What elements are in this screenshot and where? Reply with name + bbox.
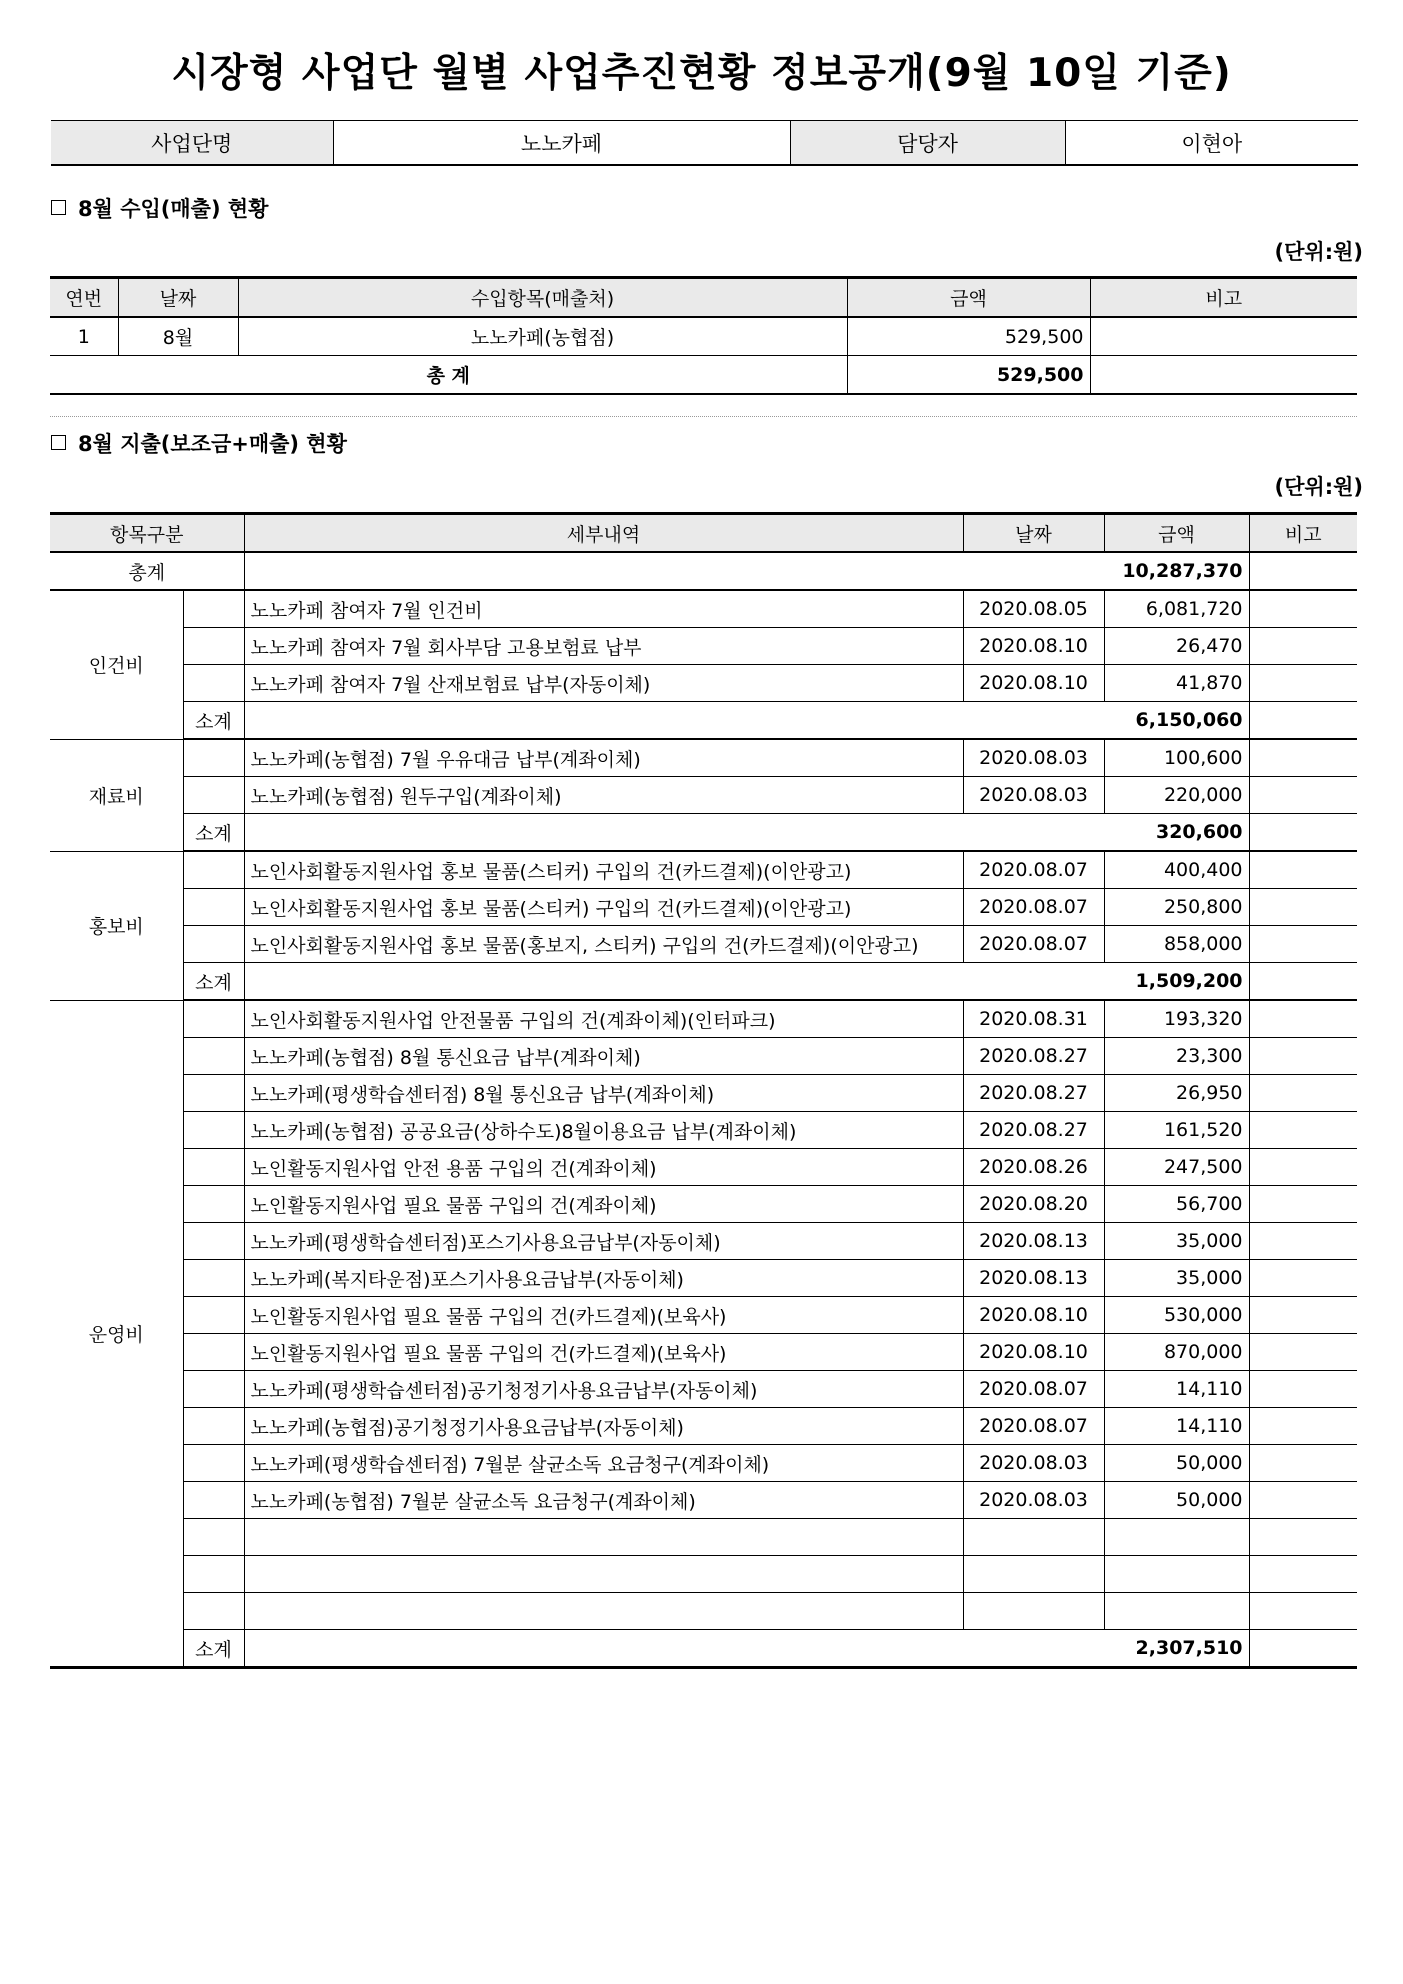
blank-cell	[183, 1000, 244, 1038]
row-detail	[244, 1556, 963, 1593]
income-unit: (단위:원)	[1274, 240, 1363, 264]
row-detail: 노노카페(농협점) 공공요금(상하수도)8월이용요금 납부(계좌이체)	[244, 1112, 963, 1149]
row-date: 2020.08.07	[963, 851, 1104, 889]
row-date: 2020.08.27	[963, 1075, 1104, 1112]
row-amount: 14,110	[1104, 1371, 1249, 1408]
category-label: 운영비	[50, 1000, 183, 1668]
blank-cell	[183, 1186, 244, 1223]
row-detail: 노노카페(평생학습센터점)포스기사용요금납부(자동이체)	[244, 1223, 963, 1260]
row-detail: 노노카페(평생학습센터점) 7월분 살균소독 요금청구(계좌이체)	[244, 1445, 963, 1482]
grand-total-row	[50, 552, 1357, 590]
blank-cell	[183, 1371, 244, 1408]
table-row	[50, 1000, 1357, 1038]
subtotal-label: 소계	[183, 702, 244, 740]
blank-cell	[183, 889, 244, 926]
subtotal-amount: 1,509,200	[244, 963, 1249, 1001]
subtotal-row	[50, 702, 1357, 740]
expense-unit: (단위:원)	[1274, 475, 1363, 499]
row-amount: 35,000	[1104, 1223, 1249, 1260]
column-header: 세부내역	[244, 514, 963, 553]
row-detail: 노노카페(농협점) 8월 통신요금 납부(계좌이체)	[244, 1038, 963, 1075]
table-row	[50, 1593, 1357, 1630]
subtotal-row	[50, 814, 1357, 852]
blank-cell	[183, 777, 244, 814]
table-row	[50, 1556, 1357, 1593]
blank-cell	[183, 665, 244, 702]
subtotal-note	[1249, 1630, 1357, 1668]
column-header: 수입항목(매출처)	[238, 278, 847, 318]
row-detail	[244, 1593, 963, 1630]
blank-cell	[183, 1482, 244, 1519]
row-number: 1	[50, 317, 118, 356]
row-note	[1249, 1149, 1357, 1186]
blank-cell	[183, 1445, 244, 1482]
table-row	[50, 1519, 1357, 1556]
blank-cell	[183, 1593, 244, 1630]
row-note	[1249, 1556, 1357, 1593]
grand-total-note	[1249, 552, 1357, 590]
row-amount: 23,300	[1104, 1038, 1249, 1075]
row-amount: 50,000	[1104, 1482, 1249, 1519]
subtotal-note	[1249, 814, 1357, 852]
row-date: 2020.08.07	[963, 1408, 1104, 1445]
subtotal-note	[1249, 702, 1357, 740]
row-note	[1249, 590, 1357, 628]
blank-cell	[183, 1408, 244, 1445]
table-row	[50, 1112, 1357, 1149]
row-note	[1249, 889, 1357, 926]
subtotal-label: 소계	[183, 1630, 244, 1668]
table-row	[50, 1075, 1357, 1112]
row-detail: 노노카페(농협점) 7월 우유대금 납부(계좌이체)	[244, 739, 963, 777]
row-date: 2020.08.07	[963, 1371, 1104, 1408]
row-detail: 노노카페 참여자 7월 인건비	[244, 590, 963, 628]
header-row	[50, 514, 1357, 553]
blank-cell	[183, 1038, 244, 1075]
row-date	[963, 1519, 1104, 1556]
blank-cell	[183, 1260, 244, 1297]
row-note	[1249, 1075, 1357, 1112]
category-label: 재료비	[50, 739, 183, 851]
row-amount: 220,000	[1104, 777, 1249, 814]
row-detail: 노인사회활동지원사업 안전물품 구입의 건(계좌이체)(인터파크)	[244, 1000, 963, 1038]
subtotal-amount: 2,307,510	[244, 1630, 1249, 1668]
table-row	[50, 1482, 1357, 1519]
row-note	[1249, 628, 1357, 665]
blank-cell	[183, 739, 244, 777]
team-label: 사업단명	[51, 121, 333, 166]
column-header: 연번	[50, 278, 118, 318]
row-date: 2020.08.10	[963, 1297, 1104, 1334]
row-detail: 노노카페(농협점) 원두구입(계좌이체)	[244, 777, 963, 814]
divider	[50, 416, 1357, 417]
row-date: 2020.08.31	[963, 1000, 1104, 1038]
table-row	[50, 628, 1357, 665]
table-row	[50, 590, 1357, 628]
blank-cell	[183, 1297, 244, 1334]
row-date: 2020.08.05	[963, 590, 1104, 628]
row-detail: 노노카페(평생학습센터점) 8월 통신요금 납부(계좌이체)	[244, 1075, 963, 1112]
row-detail: 노노카페 참여자 7월 회사부담 고용보험료 납부	[244, 628, 963, 665]
row-amount: 56,700	[1104, 1186, 1249, 1223]
income-total-note	[1090, 356, 1357, 395]
row-date: 8월	[118, 317, 238, 356]
table-row	[50, 317, 1357, 356]
row-note	[1090, 317, 1357, 356]
row-note	[1249, 1038, 1357, 1075]
row-date: 2020.08.20	[963, 1186, 1104, 1223]
row-amount: 529,500	[847, 317, 1090, 356]
blank-cell	[183, 1075, 244, 1112]
blank-cell	[183, 1112, 244, 1149]
blank-cell	[183, 1149, 244, 1186]
manager-name: 이현아	[1065, 121, 1358, 166]
row-detail: 노인활동지원사업 필요 물품 구입의 건(카드결제)(보육사)	[244, 1334, 963, 1371]
column-header: 비고	[1249, 514, 1357, 553]
row-detail: 노인활동지원사업 안전 용품 구입의 건(계좌이체)	[244, 1149, 963, 1186]
row-date: 2020.08.07	[963, 926, 1104, 963]
row-date: 2020.08.10	[963, 628, 1104, 665]
row-date: 2020.08.07	[963, 889, 1104, 926]
row-amount: 247,500	[1104, 1149, 1249, 1186]
table-row	[50, 926, 1357, 963]
grand-total-label: 총계	[50, 552, 244, 590]
row-amount	[1104, 1556, 1249, 1593]
row-note	[1249, 1445, 1357, 1482]
row-detail: 노인사회활동지원사업 홍보 물품(스티커) 구입의 건(카드결제)(이안광고)	[244, 889, 963, 926]
row-note	[1249, 1482, 1357, 1519]
row-detail: 노노카페 참여자 7월 산재보험료 납부(자동이체)	[244, 665, 963, 702]
table-row	[50, 1149, 1357, 1186]
row-amount: 35,000	[1104, 1260, 1249, 1297]
table-row	[50, 1186, 1357, 1223]
table-row	[50, 1038, 1357, 1075]
blank-cell	[183, 1556, 244, 1593]
row-amount: 400,400	[1104, 851, 1249, 889]
row-note	[1249, 739, 1357, 777]
row-note	[1249, 1112, 1357, 1149]
blank-cell	[183, 1223, 244, 1260]
income-section-title: 8월 수입(매출) 현황	[51, 193, 268, 223]
blank-cell	[183, 851, 244, 889]
row-date: 2020.08.13	[963, 1260, 1104, 1297]
blank-cell	[183, 1334, 244, 1371]
row-date: 2020.08.03	[963, 777, 1104, 814]
row-note	[1249, 1519, 1357, 1556]
blank-cell	[183, 1519, 244, 1556]
row-detail	[244, 1519, 963, 1556]
row-amount: 100,600	[1104, 739, 1249, 777]
subtotal-row	[50, 963, 1357, 1001]
row-note	[1249, 1260, 1357, 1297]
grand-total-amount: 10,287,370	[244, 552, 1249, 590]
row-date	[963, 1593, 1104, 1630]
subtotal-label: 소계	[183, 814, 244, 852]
subtotal-row	[50, 1630, 1357, 1668]
table-row	[50, 665, 1357, 702]
column-header: 날짜	[963, 514, 1104, 553]
row-detail: 노노카페(복지타운점)포스기사용요금납부(자동이체)	[244, 1260, 963, 1297]
row-note	[1249, 1371, 1357, 1408]
row-note	[1249, 1408, 1357, 1445]
row-detail: 노노카페(농협점)공기청정기사용요금납부(자동이체)	[244, 1408, 963, 1445]
row-note	[1249, 1000, 1357, 1038]
table-row	[50, 1223, 1357, 1260]
checkbox-square-icon	[51, 200, 66, 215]
row-item: 노노카페(농협점)	[238, 317, 847, 356]
row-amount: 6,081,720	[1104, 590, 1249, 628]
row-detail: 노인활동지원사업 필요 물품 구입의 건(계좌이체)	[244, 1186, 963, 1223]
subtotal-note	[1249, 963, 1357, 1001]
row-date: 2020.08.13	[963, 1223, 1104, 1260]
category-label: 인건비	[50, 590, 183, 739]
row-date: 2020.08.03	[963, 1482, 1104, 1519]
row-date	[963, 1556, 1104, 1593]
row-note	[1249, 665, 1357, 702]
table-row	[50, 739, 1357, 777]
column-header: 비고	[1090, 278, 1357, 318]
row-amount: 14,110	[1104, 1408, 1249, 1445]
table-row	[50, 851, 1357, 889]
row-note	[1249, 1334, 1357, 1371]
table-row	[50, 777, 1357, 814]
table-row	[50, 1260, 1357, 1297]
income-table	[50, 276, 1357, 395]
row-amount: 26,470	[1104, 628, 1249, 665]
blank-cell	[183, 590, 244, 628]
table-row	[50, 889, 1357, 926]
row-note	[1249, 1186, 1357, 1223]
row-note	[1249, 851, 1357, 889]
income-total-amount: 529,500	[847, 356, 1090, 395]
row-amount: 870,000	[1104, 1334, 1249, 1371]
income-total-label: 총 계	[50, 356, 847, 395]
row-date: 2020.08.27	[963, 1112, 1104, 1149]
row-date: 2020.08.26	[963, 1149, 1104, 1186]
subtotal-amount: 320,600	[244, 814, 1249, 852]
row-amount: 193,320	[1104, 1000, 1249, 1038]
table-row	[50, 1408, 1357, 1445]
subtotal-amount: 6,150,060	[244, 702, 1249, 740]
column-header: 금액	[847, 278, 1090, 318]
column-header: 날짜	[118, 278, 238, 318]
row-detail: 노인활동지원사업 필요 물품 구입의 건(카드결제)(보육사)	[244, 1297, 963, 1334]
table-row	[50, 1297, 1357, 1334]
row-amount	[1104, 1593, 1249, 1630]
row-amount: 26,950	[1104, 1075, 1249, 1112]
row-detail: 노노카페(평생학습센터점)공기청정기사용요금납부(자동이체)	[244, 1371, 963, 1408]
row-amount: 50,000	[1104, 1445, 1249, 1482]
column-header: 항목구분	[50, 514, 244, 553]
table-row	[50, 1445, 1357, 1482]
row-amount: 41,870	[1104, 665, 1249, 702]
expense-table	[50, 512, 1357, 1669]
blank-cell	[183, 628, 244, 665]
subtotal-label: 소계	[183, 963, 244, 1001]
row-detail: 노노카페(농협점) 7월분 살균소독 요금청구(계좌이체)	[244, 1482, 963, 1519]
row-date: 2020.08.10	[963, 1334, 1104, 1371]
team-name: 노노카페	[333, 121, 790, 166]
row-note	[1249, 777, 1357, 814]
row-note	[1249, 1297, 1357, 1334]
row-note	[1249, 1593, 1357, 1630]
row-amount: 530,000	[1104, 1297, 1249, 1334]
row-note	[1249, 1223, 1357, 1260]
row-amount: 858,000	[1104, 926, 1249, 963]
category-label: 홍보비	[50, 851, 183, 1000]
row-date: 2020.08.10	[963, 665, 1104, 702]
blank-cell	[183, 926, 244, 963]
row-detail: 노인사회활동지원사업 홍보 물품(홍보지, 스티커) 구입의 건(카드결제)(이안광고)	[244, 926, 963, 963]
manager-label: 담당자	[790, 121, 1065, 166]
row-amount: 250,800	[1104, 889, 1249, 926]
row-date: 2020.08.03	[963, 739, 1104, 777]
page-title: 시장형 사업단 월별 사업추진현황 정보공개(9월 10일 기준)	[171, 51, 1232, 96]
column-header: 금액	[1104, 514, 1249, 553]
table-row	[50, 1371, 1357, 1408]
row-detail: 노인사회활동지원사업 홍보 물품(스티커) 구입의 건(카드결제)(이안광고)	[244, 851, 963, 889]
row-amount	[1104, 1519, 1249, 1556]
expense-section-title: 8월 지출(보조금+매출) 현황	[51, 428, 347, 458]
row-date: 2020.08.27	[963, 1038, 1104, 1075]
business-info-table	[51, 120, 1358, 166]
table-row	[50, 1334, 1357, 1371]
checkbox-square-icon	[51, 435, 66, 450]
row-date: 2020.08.03	[963, 1445, 1104, 1482]
row-amount: 161,520	[1104, 1112, 1249, 1149]
row-note	[1249, 926, 1357, 963]
